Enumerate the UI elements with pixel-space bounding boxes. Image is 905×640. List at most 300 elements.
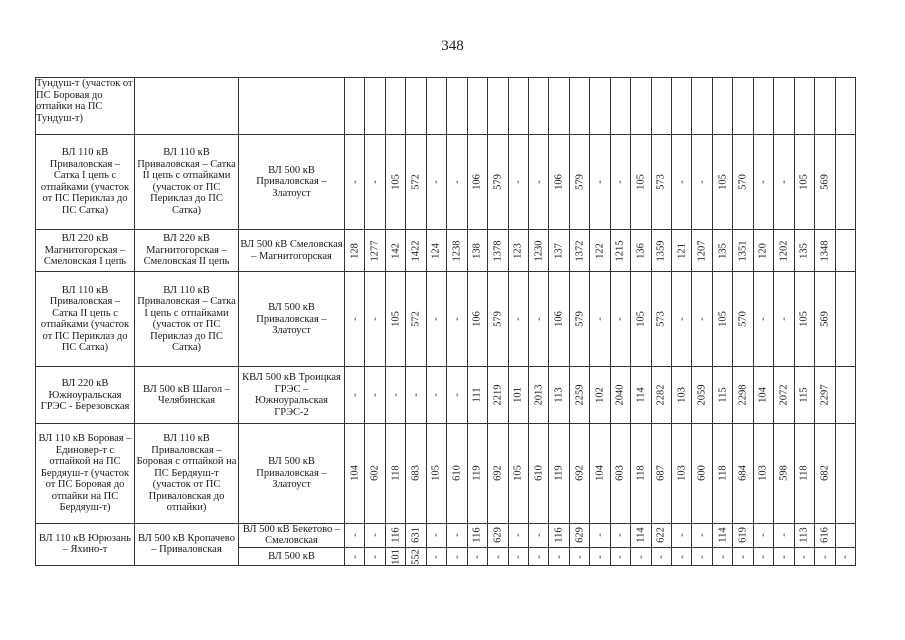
value-text: -: [614, 554, 626, 559]
value-cell: [774, 548, 794, 566]
cell-text: ВЛ 220 кВ Магнитогорская – Смеловская II цепь: [135, 229, 239, 271]
value-text: -: [635, 554, 647, 559]
value-cell: [488, 548, 508, 566]
value-text: -: [696, 554, 708, 559]
value-cell: [385, 272, 405, 367]
value-text: 105: [512, 465, 524, 482]
value-cell: [385, 523, 405, 548]
value-text: 610: [451, 465, 463, 482]
value-cell: [447, 272, 467, 367]
value-cell: [815, 78, 835, 135]
value-text: 105: [390, 174, 402, 190]
value-cell: [651, 424, 671, 523]
value-text: -: [451, 393, 463, 398]
value-cell: [406, 229, 426, 271]
value-cell: [528, 548, 548, 566]
table-row: [36, 523, 856, 548]
value-cell: [508, 134, 528, 229]
value-cell: [815, 424, 835, 523]
value-cell: [569, 134, 589, 229]
value-cell: [426, 229, 446, 271]
value-text: 2282: [655, 384, 667, 406]
value-cell: [549, 134, 569, 229]
value-cell: [549, 548, 569, 566]
value-cell: [835, 523, 855, 548]
value-cell: [753, 272, 773, 367]
value-cell: [488, 523, 508, 548]
value-cell: [835, 229, 855, 271]
value-text: 113: [553, 387, 565, 404]
value-text: 1422: [410, 240, 422, 262]
value-text: -: [594, 180, 606, 184]
value-text: 114: [635, 387, 647, 404]
value-cell: [774, 78, 794, 135]
value-cell: [733, 548, 753, 566]
value-cell: [447, 424, 467, 523]
value-cell: [488, 272, 508, 367]
value-cell: [712, 548, 732, 566]
value-text: 616: [819, 527, 831, 544]
value-cell: [467, 229, 487, 271]
value-cell: [794, 424, 814, 523]
table-row: [36, 367, 856, 424]
value-cell: [753, 548, 773, 566]
value-cell: [794, 78, 814, 135]
value-text: 118: [798, 465, 810, 482]
value-text: -: [451, 533, 463, 538]
value-cell: [631, 229, 651, 271]
value-cell: [835, 78, 855, 135]
value-text: 1351: [737, 240, 749, 262]
value-text: -: [451, 554, 463, 559]
value-cell: [345, 134, 365, 229]
value-cell: [345, 272, 365, 367]
cell-text: ВЛ 500 кВ Смеловская – Магнитогорская: [239, 229, 345, 271]
value-cell: [447, 367, 467, 424]
value-cell: [365, 78, 385, 135]
cell-text: ВЛ 110 кВ Юрюзань – Яхино-т: [36, 523, 135, 565]
value-text: -: [757, 533, 769, 538]
value-cell: [345, 229, 365, 271]
value-text: 572: [410, 311, 422, 328]
value-cell: [753, 78, 773, 135]
value-cell: [712, 367, 732, 424]
cell-text: ВЛ 500 кВ Приваловская – Златоуст: [239, 424, 345, 523]
value-text: -: [430, 180, 442, 184]
value-cell: [590, 548, 610, 566]
cell-text: ВЛ 110 кВ Боровая – Единовер-т с отпайкой на ПС Бердяуш-т (участок от ПС Боровая до отпайки на ПС Бердяуш-т): [36, 424, 135, 523]
value-cell: [406, 548, 426, 566]
value-text: -: [430, 554, 442, 559]
value-cell: [774, 134, 794, 229]
value-text: 2040: [614, 384, 626, 406]
value-cell: [672, 367, 692, 424]
value-cell: [406, 78, 426, 135]
value-text: -: [512, 317, 524, 322]
value-text: -: [512, 533, 524, 538]
cell-text: ВЛ 110 кВ Приваловская – Сатка I цепь с отпайками (участок от ПС Периклаз до ПС Сатка): [36, 134, 135, 229]
value-text: 103: [757, 465, 769, 482]
value-cell: [590, 272, 610, 367]
value-text: 1277: [369, 240, 381, 262]
value-text: -: [492, 554, 504, 559]
value-cell: [590, 367, 610, 424]
value-text: 579: [492, 311, 504, 328]
value-cell: [651, 272, 671, 367]
value-cell: [672, 272, 692, 367]
value-cell: [508, 229, 528, 271]
value-text: -: [614, 533, 626, 538]
value-text: -: [430, 533, 442, 538]
value-text: 135: [798, 242, 810, 259]
value-cell: [528, 229, 548, 271]
value-cell: [692, 78, 712, 135]
value-text: 2219: [492, 384, 504, 406]
value-cell: [508, 548, 528, 566]
value-text: -: [533, 317, 545, 322]
value-text: -: [594, 317, 606, 322]
value-cell: [549, 424, 569, 523]
value-text: 1238: [451, 240, 463, 262]
value-cell: [528, 367, 548, 424]
value-text: -: [676, 180, 688, 184]
page-number: 348: [441, 38, 464, 54]
value-cell: [692, 523, 712, 548]
value-text: 105: [390, 311, 402, 328]
value-text: -: [512, 554, 524, 559]
value-text: 569: [819, 311, 831, 328]
value-cell: [651, 548, 671, 566]
value-text: 138: [471, 242, 483, 259]
value-text: 106: [553, 174, 565, 190]
value-text: 105: [798, 311, 810, 328]
value-cell: [610, 548, 630, 566]
value-cell: [692, 229, 712, 271]
value-text: -: [778, 554, 790, 559]
value-cell: [733, 523, 753, 548]
value-text: -: [533, 180, 545, 184]
value-cell: [672, 548, 692, 566]
value-text: -: [553, 554, 565, 559]
value-cell: [794, 523, 814, 548]
value-cell: [794, 367, 814, 424]
value-cell: [590, 523, 610, 548]
value-text: 106: [471, 174, 483, 190]
value-text: 105: [717, 311, 729, 328]
value-text: 1230: [533, 240, 545, 262]
value-cell: [345, 548, 365, 566]
value-text: -: [410, 393, 422, 398]
value-text: 569: [819, 174, 831, 190]
value-cell: [651, 78, 671, 135]
value-text: 105: [798, 174, 810, 190]
value-cell: [365, 272, 385, 367]
value-cell: [488, 229, 508, 271]
value-cell: [835, 548, 855, 566]
value-cell: [651, 367, 671, 424]
value-text: 692: [574, 465, 586, 482]
value-text: 119: [471, 465, 483, 482]
value-text: -: [614, 317, 626, 322]
value-text: 573: [655, 174, 667, 190]
value-text: -: [757, 317, 769, 322]
value-cell: [672, 424, 692, 523]
table-row: [36, 424, 856, 523]
value-cell: [528, 523, 548, 548]
value-cell: [692, 424, 712, 523]
value-text: -: [839, 554, 851, 559]
value-cell: [385, 424, 405, 523]
value-cell: [528, 78, 548, 135]
value-text: -: [349, 317, 361, 322]
value-text: -: [676, 554, 688, 559]
value-text: 128: [349, 242, 361, 259]
value-text: 2072: [778, 384, 790, 406]
value-text: 1372: [574, 240, 586, 262]
cell-text: ВЛ 110 кВ Приваловская – Сатка II цепь с отпайками (участок от ПС Периклаз до ПС Сатка): [36, 272, 135, 367]
value-text: 602: [369, 465, 381, 482]
value-cell: [508, 424, 528, 523]
value-cell: [569, 548, 589, 566]
value-cell: [610, 523, 630, 548]
value-text: 114: [635, 527, 647, 544]
value-cell: [365, 367, 385, 424]
value-text: -: [757, 180, 769, 184]
value-cell: [406, 367, 426, 424]
value-text: -: [533, 554, 545, 559]
value-text: -: [778, 533, 790, 538]
value-text: -: [430, 317, 442, 322]
value-text: 104: [349, 465, 361, 482]
value-cell: [406, 272, 426, 367]
value-text: 1207: [696, 240, 708, 262]
value-cell: [672, 229, 692, 271]
value-cell: [733, 229, 753, 271]
value-text: 2297: [819, 384, 831, 406]
value-text: 619: [737, 527, 749, 544]
value-cell: [385, 134, 405, 229]
value-cell: [569, 523, 589, 548]
value-text: -: [369, 180, 381, 184]
value-cell: [712, 424, 732, 523]
value-cell: [590, 229, 610, 271]
value-text: 116: [471, 527, 483, 544]
value-cell: [345, 523, 365, 548]
value-cell: [385, 367, 405, 424]
value-cell: [549, 523, 569, 548]
value-text: -: [574, 554, 586, 559]
value-text: 104: [594, 465, 606, 482]
value-cell: [712, 134, 732, 229]
value-text: 2059: [696, 384, 708, 406]
value-cell: [794, 229, 814, 271]
value-cell: [794, 548, 814, 566]
value-cell: [672, 78, 692, 135]
value-text: -: [696, 317, 708, 322]
value-text: 600: [696, 465, 708, 482]
value-text: 1378: [492, 240, 504, 262]
value-cell: [712, 229, 732, 271]
value-text: -: [737, 554, 749, 559]
value-text: 119: [553, 465, 565, 482]
value-cell: [426, 134, 446, 229]
value-cell: [631, 548, 651, 566]
value-cell: [835, 134, 855, 229]
table-row: [36, 78, 856, 135]
value-cell: [467, 367, 487, 424]
value-text: -: [798, 554, 810, 559]
value-cell: [610, 134, 630, 229]
value-cell: [753, 367, 773, 424]
value-cell: [528, 424, 548, 523]
value-text: -: [451, 317, 463, 322]
value-cell: [467, 272, 487, 367]
value-text: 105: [635, 311, 647, 328]
value-text: 570: [737, 174, 749, 190]
value-text: 103: [676, 387, 688, 404]
value-cell: [610, 272, 630, 367]
value-text: 603: [614, 465, 626, 482]
value-cell: [610, 78, 630, 135]
value-cell: [345, 367, 365, 424]
value-cell: [365, 523, 385, 548]
value-text: -: [369, 317, 381, 322]
value-text: -: [471, 554, 483, 559]
value-text: 105: [430, 465, 442, 482]
value-text: 116: [553, 527, 565, 544]
value-text: -: [349, 554, 361, 559]
value-cell: [488, 134, 508, 229]
value-text: 692: [492, 465, 504, 482]
value-text: 552: [410, 548, 422, 565]
cell-text: ВЛ 110 кВ Приваловская – Боровая с отпайкой на ПС Бердяуш-т (участок от ПС Приваловская до отпайки): [135, 424, 239, 523]
value-cell: [406, 134, 426, 229]
value-text: 142: [390, 242, 402, 259]
cell-text: ВЛ 220 кВ Магнитогорская – Смеловская I цепь: [36, 229, 135, 271]
value-text: 622: [655, 527, 667, 544]
value-cell: [365, 229, 385, 271]
value-text: 118: [390, 465, 402, 482]
cell-text: ВЛ 500 кВ: [239, 548, 345, 566]
value-text: 115: [717, 387, 729, 404]
value-text: 2013: [533, 384, 545, 406]
value-text: 114: [717, 527, 729, 544]
cell-text: ВЛ 500 кВ Шагол – Челябинская: [135, 367, 239, 424]
cell-text: ВЛ 220 кВ Южноуральская ГРЭС - Березовская: [36, 367, 135, 424]
value-cell: [426, 272, 446, 367]
value-text: 572: [410, 174, 422, 190]
value-text: 135: [717, 242, 729, 259]
value-text: -: [778, 317, 790, 322]
value-cell: [467, 134, 487, 229]
value-cell: [651, 134, 671, 229]
value-cell: [406, 424, 426, 523]
value-text: -: [594, 533, 606, 538]
value-text: 124: [430, 242, 442, 259]
value-cell: [488, 367, 508, 424]
value-text: 105: [717, 174, 729, 190]
value-text: 104: [757, 387, 769, 404]
value-cell: [815, 523, 835, 548]
value-text: -: [594, 554, 606, 559]
value-cell: [692, 548, 712, 566]
value-text: 1348: [819, 240, 831, 262]
value-text: 105: [635, 174, 647, 190]
value-text: 579: [492, 174, 504, 190]
value-cell: [365, 424, 385, 523]
value-cell: [467, 548, 487, 566]
value-cell: [733, 78, 753, 135]
value-text: 683: [410, 465, 422, 482]
value-text: -: [717, 554, 729, 559]
value-text: 682: [819, 465, 831, 482]
value-cell: [610, 424, 630, 523]
value-cell: [815, 548, 835, 566]
value-text: 598: [778, 465, 790, 482]
value-cell: [815, 134, 835, 229]
data-table: [35, 77, 856, 566]
cell-text: ВЛ 500 кВ Бекетово – Смеловская: [239, 523, 345, 548]
value-cell: [774, 367, 794, 424]
value-cell: [774, 229, 794, 271]
value-text: 103: [676, 465, 688, 482]
value-cell: [385, 229, 405, 271]
value-cell: [345, 424, 365, 523]
value-text: -: [369, 554, 381, 559]
value-text: 1215: [614, 240, 626, 262]
value-text: -: [655, 554, 667, 559]
value-text: -: [696, 180, 708, 184]
value-cell: [488, 78, 508, 135]
value-cell: [692, 272, 712, 367]
value-cell: [569, 367, 589, 424]
value-text: 106: [553, 311, 565, 328]
value-cell: [447, 229, 467, 271]
value-cell: [712, 272, 732, 367]
value-cell: [835, 367, 855, 424]
value-text: 136: [635, 242, 647, 259]
value-cell: [569, 78, 589, 135]
value-text: -: [676, 317, 688, 322]
value-cell: [549, 78, 569, 135]
value-cell: [753, 229, 773, 271]
value-cell: [569, 272, 589, 367]
value-text: 629: [574, 527, 586, 544]
value-text: 610: [533, 465, 545, 482]
value-text: 113: [798, 527, 810, 544]
value-text: 631: [410, 527, 422, 544]
value-cell: [610, 229, 630, 271]
value-cell: [345, 78, 365, 135]
value-text: 116: [390, 527, 402, 544]
value-cell: [733, 134, 753, 229]
value-cell: [467, 523, 487, 548]
value-text: 579: [574, 174, 586, 190]
value-text: -: [369, 533, 381, 538]
value-cell: [733, 272, 753, 367]
value-cell: [815, 229, 835, 271]
value-cell: [426, 367, 446, 424]
value-text: -: [819, 554, 831, 559]
value-cell: [631, 78, 651, 135]
table-row: [36, 229, 856, 271]
cell-text: Тундуш-т (участок от ПС Боровая до отпайки на ПС Тундуш-т): [36, 78, 135, 135]
value-text: -: [778, 180, 790, 184]
value-text: 123: [512, 242, 524, 259]
value-cell: [549, 367, 569, 424]
value-cell: [815, 367, 835, 424]
value-cell: [692, 134, 712, 229]
